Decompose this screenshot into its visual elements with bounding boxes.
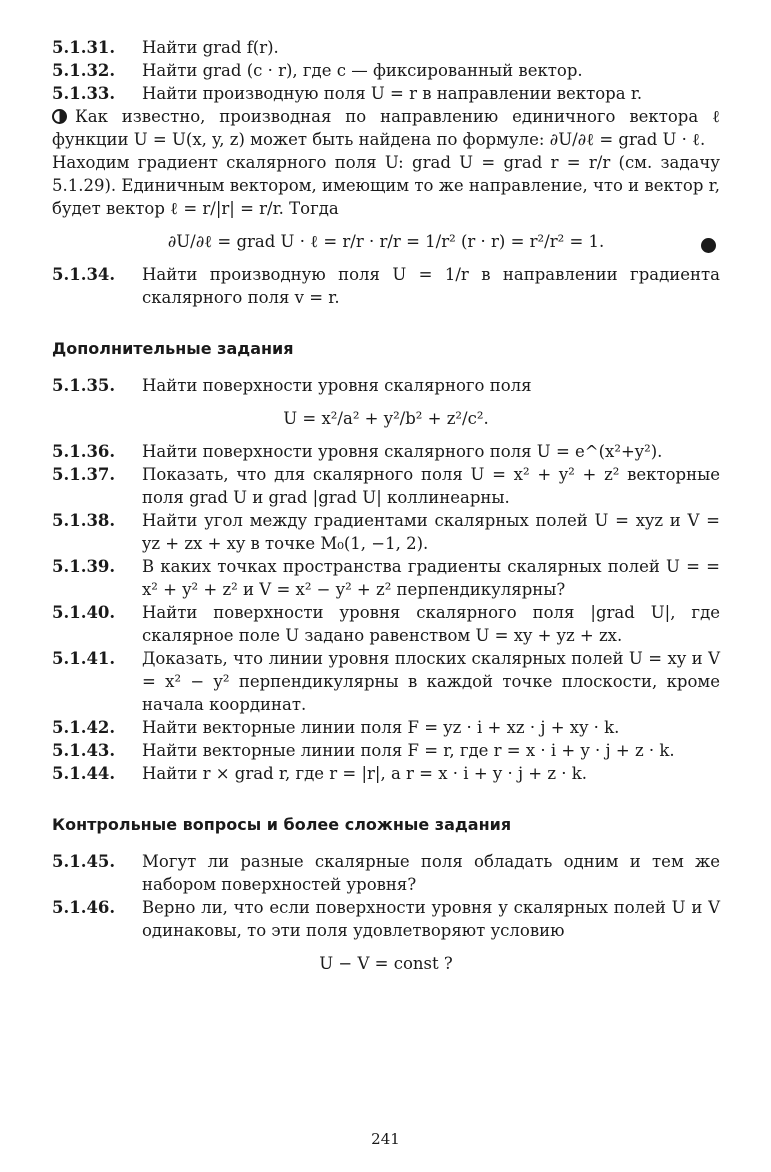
solution-formula — [52, 230, 720, 253]
problem-number: 5.1.34. — [52, 265, 116, 284]
problem-text: Найти производную поля U = 1/r в направлении градиента скалярного поля v = r. — [142, 265, 720, 307]
problem-5-1-35-formula: U = x²/a² + y²/b² + z²/c². — [283, 409, 489, 428]
formula-text: ∂U/∂ℓ = grad U · ℓ = r/r · r/r = 1/r² (r · r) = r²/r² = 1. — [167, 232, 605, 251]
solution-end-icon — [701, 238, 716, 253]
problem-number: 5.1.35. — [52, 376, 116, 395]
problem-text: Найти grad (c · r), где c — фиксированный вектор. — [142, 61, 583, 80]
problem-text: Найти угол между градиентами скалярных полей U = xyz и V = yz + zx + xy в точке M₀(1, −1, 2). — [142, 511, 720, 553]
problem-5-1-46 — [52, 896, 720, 942]
problem-text: Найти r × grad r, где r = |r|, а r = x · i + y · j + z · k. — [142, 764, 588, 783]
problem-5-1-32 — [52, 59, 720, 82]
problem-5-1-35 — [52, 374, 720, 397]
problem-5-1-42 — [52, 716, 720, 739]
page-content — [52, 36, 720, 985]
problem-text: Могут ли разные скалярные поля обладать одним и тем же набором поверхностей уровня? — [142, 852, 720, 894]
problem-text: Показать, что для скалярного поля U = x² + y² + z² векторные поля grad U и grad |grad U| коллинеарны. — [142, 465, 720, 507]
solution-block — [52, 105, 720, 253]
solution-start-icon — [52, 109, 67, 124]
problem-number: 5.1.45. — [52, 852, 116, 871]
section-heading-additional: Дополнительные задания — [52, 339, 294, 358]
problem-text: Верно ли, что если поверхности уровня у скалярных полей U и V одинаковы, то эти поля удовлетворяют условию — [142, 898, 720, 940]
problem-5-1-45 — [52, 850, 720, 896]
problem-5-1-33 — [52, 82, 720, 105]
problem-number: 5.1.33. — [52, 84, 116, 103]
problem-number: 5.1.44. — [52, 764, 116, 783]
solution-paragraph-1 — [52, 105, 720, 151]
problem-number: 5.1.41. — [52, 649, 116, 668]
section-heading-control: Контрольные вопросы и более сложные задания — [52, 815, 512, 834]
problem-number: 5.1.31. — [52, 38, 116, 57]
problem-number: 5.1.39. — [52, 557, 116, 576]
problem-5-1-39 — [52, 555, 720, 601]
problem-text: В каких точках пространства градиенты скалярных полей U = = x² + y² + z² и V = x² − y² + z² перпендикулярны? — [142, 557, 720, 599]
problem-number: 5.1.46. — [52, 898, 116, 917]
problem-number: 5.1.42. — [52, 718, 116, 737]
problem-text: Найти векторные линии поля F = r, где r = x · i + y · j + z · k. — [142, 741, 675, 760]
problem-number: 5.1.38. — [52, 511, 116, 530]
page-number: 241 — [371, 1130, 400, 1148]
solution-text-1: Как известно, производная по направлению единичного вектора ℓ функции U = U(x, y, z) может быть найдена по формуле: ∂U/∂ℓ = grad U · ℓ. — [52, 107, 720, 149]
problem-5-1-37 — [52, 463, 720, 509]
problem-number: 5.1.40. — [52, 603, 116, 622]
problem-text: Доказать, что линии уровня плоских скалярных полей U = xy и V = x² − y² перпендикулярны в каждой точке плоскости, кроме начала координат. — [142, 649, 720, 714]
problem-text: Найти поверхности уровня скалярного поля — [142, 376, 532, 395]
problem-5-1-41 — [52, 647, 720, 716]
problem-5-1-34 — [52, 263, 720, 309]
problem-5-1-46-formula: U − V = const ? — [319, 954, 453, 973]
solution-paragraph-2: Находим градиент скалярного поля U: grad U = grad r = r/r (см. задачу 5.1.29). Единичным вектором, имеющим то же направление, что и вектор r, будет вектор ℓ = r/|r| = r/r. Тогда — [52, 153, 720, 218]
problem-text: Найти векторные линии поля F = yz · i + xz · j + xy · k. — [142, 718, 620, 737]
problem-text: Найти поверхности уровня скалярного поля U = e^(x²+y²). — [142, 442, 663, 461]
problem-5-1-38 — [52, 509, 720, 555]
problem-number: 5.1.36. — [52, 442, 116, 461]
problem-text: Найти поверхности уровня скалярного поля |grad U|, где скалярное поле U задано равенством U = xy + yz + zx. — [142, 603, 720, 645]
problem-number: 5.1.32. — [52, 61, 116, 80]
problem-5-1-31 — [52, 36, 720, 59]
problem-number: 5.1.43. — [52, 741, 116, 760]
problem-5-1-40 — [52, 601, 720, 647]
problem-5-1-44 — [52, 762, 720, 785]
problem-5-1-36 — [52, 440, 720, 463]
problem-number: 5.1.37. — [52, 465, 116, 484]
problem-5-1-43 — [52, 739, 720, 762]
problem-text: Найти производную поля U = r в направлении вектора r. — [142, 84, 643, 103]
problem-text: Найти grad f(r). — [142, 38, 279, 57]
